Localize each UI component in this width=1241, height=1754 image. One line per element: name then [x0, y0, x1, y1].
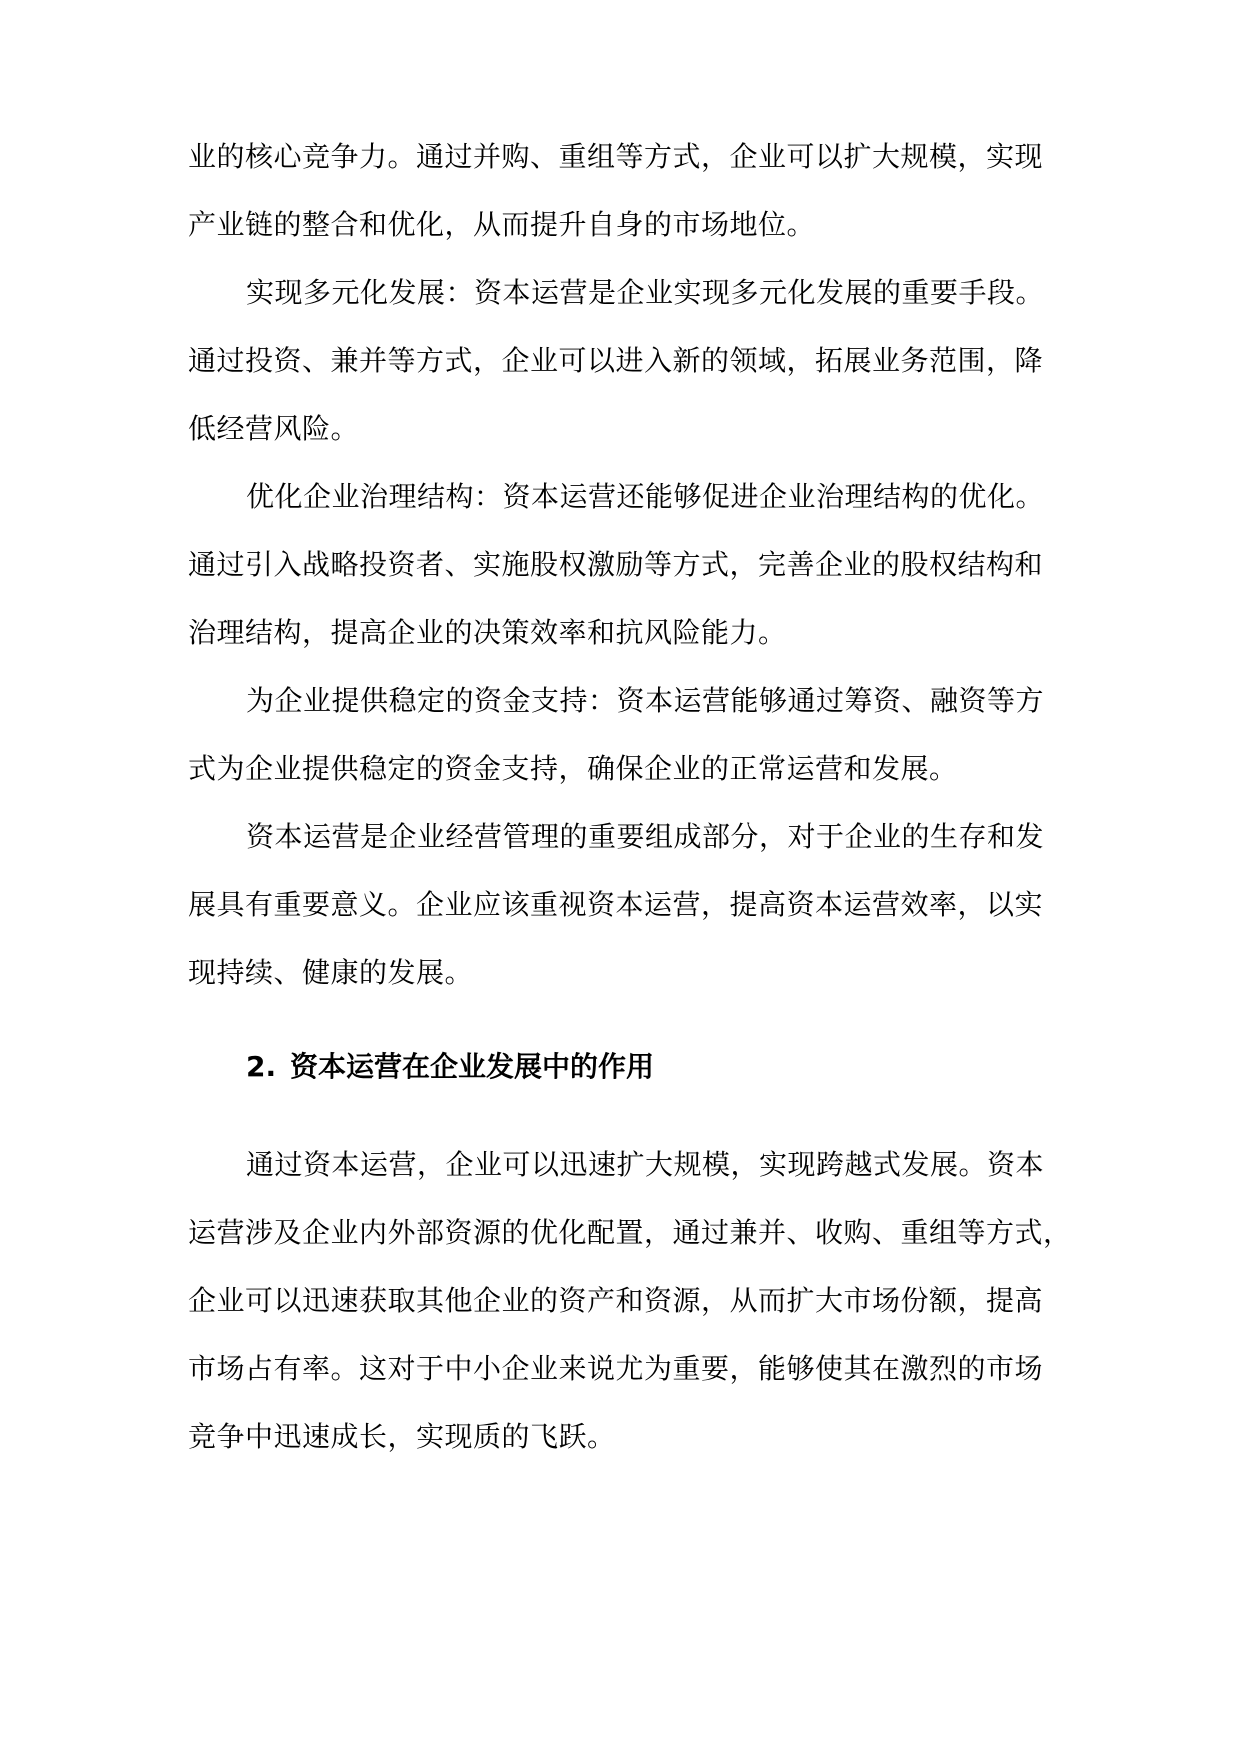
paragraph-line: 业的核心竞争力。通过并购、重组等方式，企业可以扩大规模，实现 — [188, 140, 1044, 173]
paragraph-line: 通过资本运营，企业可以迅速扩大规模，实现跨越式发展。资本 — [246, 1148, 1045, 1181]
paragraph-line: 运营涉及企业内外部资源的优化配置，通过兼并、收购、重组等方式， — [188, 1216, 1072, 1249]
paragraph-line: 低经营风险。 — [188, 412, 360, 445]
section-heading — [246, 1047, 654, 1087]
paragraph-line: 现持续、健康的发展。 — [188, 956, 474, 989]
paragraph-line: 市场占有率。这对于中小企业来说尤为重要，能够使其在激烈的市场 — [188, 1352, 1044, 1385]
paragraph-line: 通过投资、兼并等方式，企业可以进入新的领域，拓展业务范围，降 — [188, 344, 1044, 377]
paragraph-line: 资本运营是企业经营管理的重要组成部分，对于企业的生存和发 — [246, 820, 1045, 853]
paragraph-line: 展具有重要意义。企业应该重视资本运营，提高资本运营效率，以实 — [188, 888, 1044, 921]
paragraph-line: 企业可以迅速获取其他企业的资产和资源，从而扩大市场份额，提高 — [188, 1284, 1044, 1317]
paragraph-line: 通过引入战略投资者、实施股权激励等方式，完善企业的股权结构和 — [188, 548, 1044, 581]
paragraph-line: 实现多元化发展：资本运营是企业实现多元化发展的重要手段。 — [246, 276, 1045, 309]
paragraph-line: 优化企业治理结构：资本运营还能够促进企业治理结构的优化。 — [246, 480, 1045, 513]
section-title: 资本运营在企业发展中的作用 — [290, 1050, 655, 1083]
paragraph-line: 为企业提供稳定的资金支持：资本运营能够通过筹资、融资等方 — [246, 684, 1045, 717]
paragraph-line: 产业链的整合和优化，从而提升自身的市场地位。 — [188, 208, 816, 241]
paragraph-line: 治理结构，提高企业的决策效率和抗风险能力。 — [188, 616, 787, 649]
section-number: 2. — [246, 1050, 277, 1083]
paragraph-line: 竞争中迅速成长，实现质的飞跃。 — [188, 1420, 616, 1453]
paragraph-line: 式为企业提供稳定的资金支持，确保企业的正常运营和发展。 — [188, 752, 958, 785]
